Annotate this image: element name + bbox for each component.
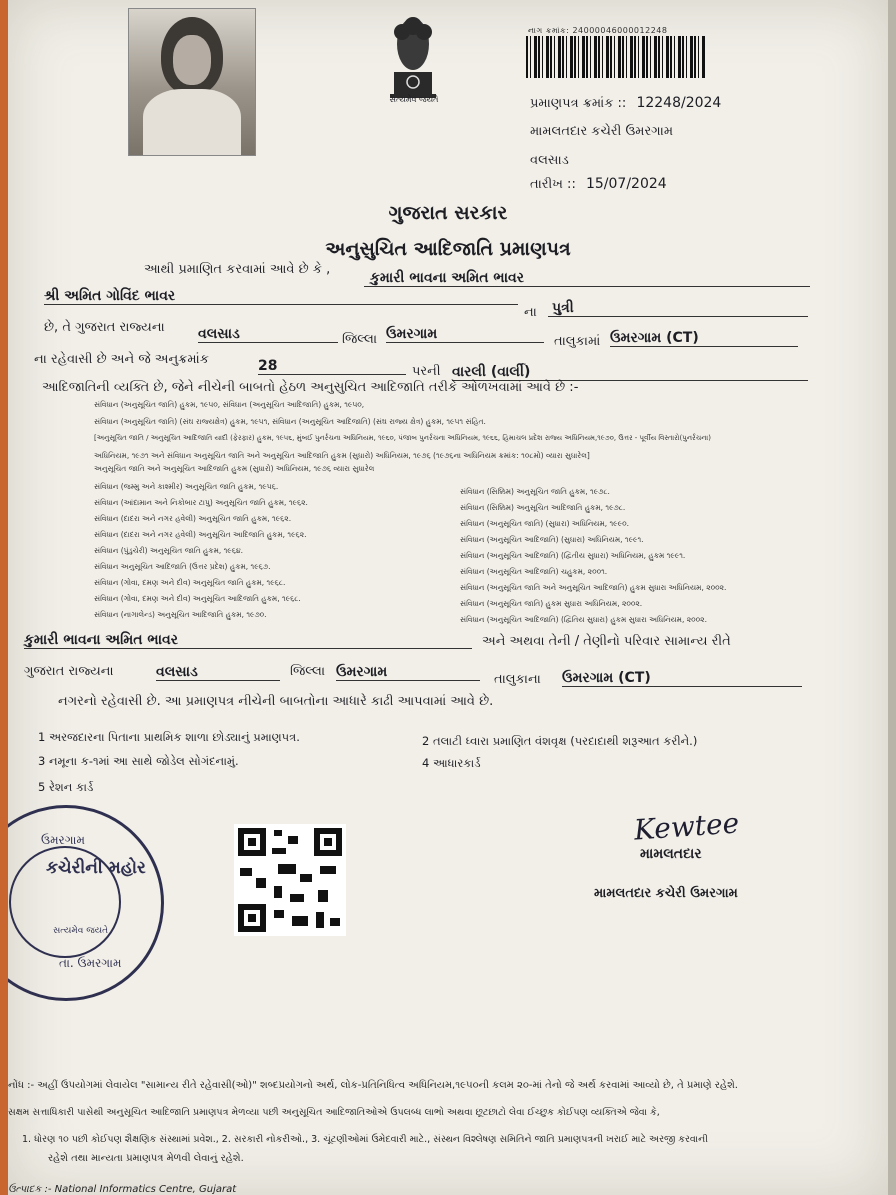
family-taluka-value: ઉમરગામ (336, 664, 480, 681)
order-left: સંવિધાન (દાદરા અને નગર હવેલી) અનુસૂચિત જાતિ હુકમ, ૧૯૬૨. (94, 514, 292, 523)
family-district-label: જિલ્લા (290, 664, 326, 679)
taluka-label: તાલુકામાં (554, 334, 601, 349)
order-right: સંવિધાન (અનુસૂચિત આદિજાતિ) (દ્વિતિય સુધારા) હુકમ સુધારા અધિનિયમ, ૨૦૦૨. (460, 615, 707, 624)
family-state-label: ગુજરાત રાજ્યના (24, 664, 114, 679)
order-left: સંવિધાન (જમ્મુ અને કાશ્મીર) અનુસૂચિત જાતિ હુકમ, ૧૯૫૬. (94, 482, 279, 491)
issuing-office: મામલતદાર કચેરી ઉમરગામ (530, 124, 674, 139)
order-left: સંવિધાન (નાગાલેન્ડ) અનુસૂચિત આદિજાતિ હુકમ, ૧૯૭૦. (94, 610, 267, 619)
emblem-motto: સત્યમેવ જયતે (389, 95, 439, 104)
resident-label: ના રહેવાસી છે અને જે અનુક્રમાંક (34, 352, 209, 367)
footer-line: 1. ધોરણ ૧૦ પછી કોઈપણ શૈક્ષણિક સંસ્થામાં પ્રવેશ., 2. સરકારી નોકરીઓ., 3. ચૂંટણીઓમાં ઉમેદવારી માટે., સંસ્થન વિશ્લેષણ સમિતિને જાતિ પ્રમાણપત્રની ખરાઈ માટે અરજી કરવાની (22, 1134, 708, 1145)
tribe-name: વારલી (વાર્લી) (452, 364, 808, 381)
order-left: સંવિધાન (પુંડુચેરી) અનુસૂચિત જાતિ હુકમ, ૧૯૬૪. (94, 546, 243, 555)
order-left: સંવિધાન (ગોવા, દમણ અને દીવ) અનુસૂચિત જાતિ હુકમ, ૧૯૬૮. (94, 578, 286, 587)
district-label: જિલ્લા (342, 332, 378, 347)
footer-nic: ઉત્પાદક :- National Informatics Centre, Gujarat (8, 1184, 237, 1195)
serial-number: 28 (258, 358, 406, 375)
certificate-page (8, 0, 888, 1195)
order-right: સંવિધાન (અનુસૂચિત આદિજાતિ) ચહુકમ, ૨૦૦૧. (460, 567, 608, 576)
certify-label: આથી પ્રમાણિત કરવામાં આવે છે કે , (144, 262, 331, 277)
candidate-name: કુમારી ભાવના અમિત ભાવર (364, 270, 810, 287)
document-item: 3 નમૂના ક-૧માં આ સાથે જોડેલ સોગંદનામું. (38, 754, 239, 768)
order-right: સંવિધાન (અનુસૂચિત આદિજાતિ) (સુધારા) અધિનિયમ, ૧૯૯૧. (460, 535, 644, 544)
of-label: ના (524, 305, 537, 320)
order-line: [અનુસૂચિત જાતિ / અનુસૂચિત આદિજાતિ યાદી (ફેરફાર) હુકમ, ૧૯૫૬, મુંબઈ પુનર્રચના અધિનિયમ, ૧૯૬૦, પંજાબ પુનર્રચના અધિનિયમ, ૧૯૬૬, હિમાચલ પ્રદેશ રાજ્ય અધિનિયમ,૧૯૭૦, ઉત્તર - પૂર્વીય વિસ્તારો(પુનર્રચના) (94, 434, 711, 442)
order-right: સંવિધાન (સિક્કિમ) અનુસૂચિત જાતિ હુકમ, ૧૯૭૮. (460, 487, 610, 496)
state-label: છે, તે ગુજરાત રાજ્યના (44, 320, 165, 335)
qr-code (234, 824, 346, 936)
document-item: 5 રેશન કાર્ડ (38, 780, 94, 794)
signature-scribble: Kewtee (632, 806, 741, 847)
issue-date-label: તારીખ :: (530, 177, 576, 192)
barcode (526, 36, 706, 78)
signatory-office: મામલતદાર કચેરી ઉમરગામ (594, 886, 738, 901)
certificate-number-label: પ્રમાણપત્ર ક્રમાંક :: (530, 96, 627, 111)
order-right: સંવિધાન (સિક્કિમ) અનુસૂચિત આદિજાતિ હુકમ, ૧૯૭૮. (460, 503, 626, 512)
on-label: પરની (412, 364, 441, 379)
issue-date: 15/07/2024 (585, 176, 667, 192)
document-item: 2 તલાટી ધ્વારા પ્રમાણિત વંશવૃક્ષ (પરદાદાથી શરૂઆત કરીને.) (422, 734, 698, 748)
district-value: વલસાડ (198, 326, 338, 343)
family-text: અને અથવા તેની / તેણીનો પરિવાર સામાન્ય રીતે (482, 634, 731, 649)
order-line: સંવિધાન (અનુસૂચિત જાતિ) (સંઘ રાજ્યક્ષેત્ર) હુકમ, ૧૯૫૧, સંવિધાન (અનુસૂચિત આદિજાતિ) (સંઘ રાજ્ય ક્ષેત્ર) હુકમ, ૧૯૫૧ સંહિત. (94, 417, 486, 426)
order-right: સંવિધાન (અનુસૂચિત આદિજાતિ) (દ્વિતીય સુધારા) અધિનિયમ, હુકમ ૧૯૯૧. (460, 551, 686, 560)
footer-note: નોંધ :- અહીં ઉપયોગમાં લેવાયેલ "સામાન્ય રીતે રહેવાસી(ઓ)" શબ્દપ્રયોગનો અર્થ, લોક-પ્રતિનિધિત્વ અધિનિયમ,૧૯૫૦ની કલમ ૨૦-માં તેનો જે અર્થ કરવામાં આવ્યો છે, તે પ્રમાણે રહેશે. (8, 1080, 738, 1091)
document-item: 4 આધારકાર્ડ (422, 756, 481, 770)
order-line: અનુસૂચિત જાતિ અને અનુસૂચિત આદિજાતિ હુકમ (સુધારો) અધિનિયમ, ૧૯૭૬ વ્યારા સુધારેલ (94, 464, 375, 473)
document-item: 1 અરજદારના પિતાના પ્રાથમિક શાળા છોડ્યાનું પ્રમાણપત્ર. (38, 730, 300, 744)
certificate-number: 12248/2024 (636, 95, 722, 111)
applicant-photo (128, 8, 256, 156)
office-seal-stamp: ઉમરગામ કચેરીની મહોર સત્યમેવ જયતે તા. ઉમરગામ (8, 805, 164, 1001)
certificate-number-row (530, 95, 721, 111)
national-emblem-icon (386, 14, 440, 104)
order-right: સંવિધાન (અનુસૂચિત જાતિ) હુકમ સુધારા અધિનિયમ, ૨૦૦૨. (460, 599, 643, 608)
issue-date-row (530, 176, 667, 192)
family-taluka-label: તાલુકાના (494, 672, 541, 687)
tribe-description: આદિજાતિની વ્યક્તિ છે, જેને નીચેની બાબતો હેઠળ અનુસુચિત આદિજાતિ તરીકે ઓળખવામાં આવે છે :- (42, 380, 579, 395)
family-resident-text: નગરનો રહેવાસી છે. આ પ્રમાણપત્ર નીચેની બાબતોના આધારે કાઢી આપવામાં આવે છે. (58, 694, 494, 709)
footer-line: સક્ષમ સત્તાધિકારી પાસેથી અનુસૂચિત આદિજાતિ પ્રમાણપત્ર મેળવ્યા પછી અનુસૂચિત આદિજાતિઓએ ઉપલબ્ધ લાભો અથવા છૂટછાટો લેવા ઈચ્છુક કોઈપણ વ્યક્તિએ જેવા કે, (8, 1107, 660, 1118)
order-left: સંવિધાન (દાદરા અને નગર હવેલી) અનુસૂચિત આદિજાતિ હુકમ, ૧૯૬૨. (94, 530, 307, 539)
issuing-district: વલસાડ (530, 153, 569, 168)
town-value: ઉમરગામ (CT) (610, 330, 798, 347)
order-left: સંવિધાન (આંદામાન અને નિકોબાર ટાપુ) અનુસૂચિત જાતિ હુકમ, ૧૯૬૨. (94, 498, 308, 507)
signatory-title: મામલતદાર (640, 846, 702, 862)
order-left: સંવિધાન અનુસૂચિત આદિજાતિ (ઉત્તર પ્રદેશ) હુકમ, ૧૯૬૭. (94, 562, 271, 571)
order-right: સંવિધાન (અનુસૂચિત જાતિ) (સુધારા) અધિનિયમ, ૧૯૯૦. (460, 519, 629, 528)
family-district-value: વલસાડ (156, 664, 280, 681)
father-name: શ્રી અમિત ગોવિંદ ભાવર (44, 288, 518, 305)
government-title: ગુજરાત સરકાર (388, 202, 508, 224)
order-line: સંવિધાન (અનુસૂચિત જાતિ) હુકમ, ૧૯૫૦, સંવિધાન (અનુસૂચિત આદિજાતિ) હુકમ, ૧૯૫૦, (94, 400, 365, 409)
order-line: અધિનિયમ, ૧૯૭૧ અને સંવિધાન અનુસૂચિત જાતિ અને અનુસૂચિત આદિજાતિ હુકમ (સુધારો) અધિનિયમ, ૧૯૭૬ (૧૯૭૬ના અધિનિયમ ક્રમાંક: ૧૦૮મો) વ્યારા સુધારેલ] (94, 451, 590, 460)
relation: પુત્રી (548, 300, 808, 317)
barcode-number: નાગ ક્રમાંક: 24000046000012248 (528, 26, 668, 35)
certificate-title: અનુસુચિત આદિજાતિ પ્રમાણપત્ર (325, 238, 571, 260)
order-left: સંવિધાન (ગોવા, દમણ અને દીવ) અનુસૂચિત આદિજાતિ હુકમ, ૧૯૬૮. (94, 594, 301, 603)
taluka-value: ઉમરગામ (386, 326, 544, 343)
footer-line: રહેશે તથા માન્યતા પ્રમાણપત્ર મેળવી લેવાનું રહેશે. (48, 1153, 244, 1164)
family-town-value: ઉમરગામ (CT) (562, 670, 802, 687)
family-candidate-name: કુમારી ભાવના અમિત ભાવર (24, 632, 472, 649)
order-right: સંવિધાન (અનુસૂચિત જાતિ અને અનુસૂચિત આદિજાતિ) હુકમ સુધારા અધિનિયમ, ૨૦૦૨. (460, 583, 727, 592)
